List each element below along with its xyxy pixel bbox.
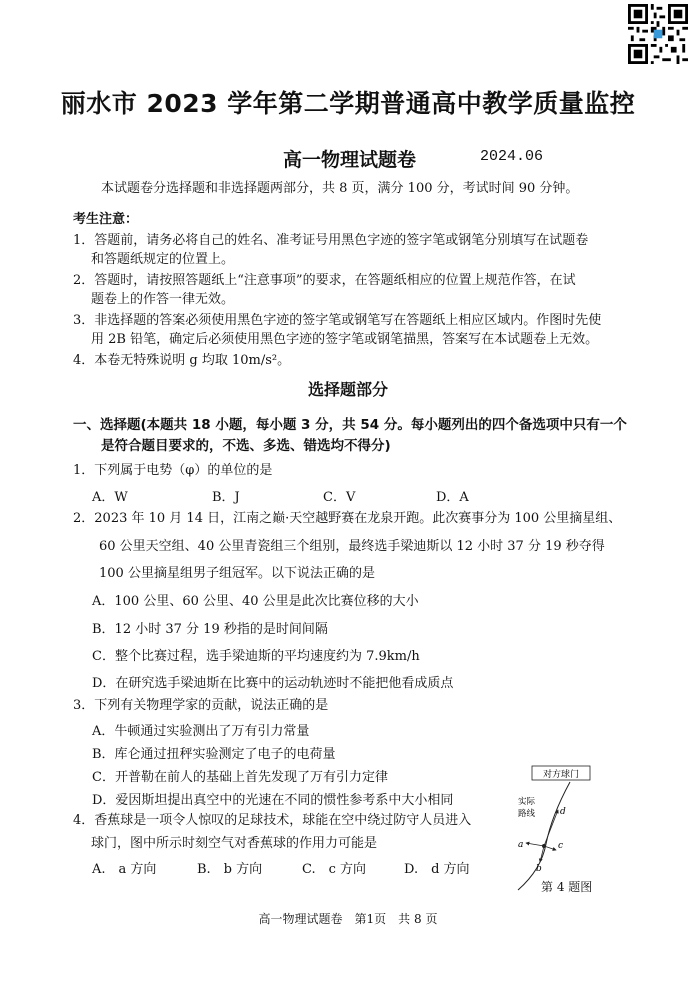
- q1-option-a: A．W: [92, 490, 128, 505]
- page-title: 丽水市 2023 学年第二学期普通高中教学质量监控: [60, 89, 636, 118]
- goal-label: 对方球门: [542, 770, 580, 780]
- arrow-d: [544, 810, 558, 846]
- notice-item: 2．答题时，请按照答题纸上“注意事项”的要求，在答题纸相应的位置上规范作答，在试: [73, 273, 576, 288]
- notice-item: 1．答题前，请务必将自己的姓名、准考证号用黑色字迹的签字笔或钢笔分别填写在试题卷: [73, 233, 589, 248]
- q2-option-b: B．12 小时 37 分 19 秒指的是时间间隔: [92, 622, 328, 637]
- question-1-stem: 1．下列属于电势（φ）的单位的是: [73, 463, 273, 478]
- q3-option-a: A．牛顿通过实验测出了万有引力常量: [92, 724, 310, 739]
- q2-option-a: A．100 公里、60 公里、40 公里是此次比赛位移的大小: [92, 594, 419, 609]
- notice-heading: 考生注意：: [73, 212, 139, 227]
- label-c: c: [558, 841, 564, 851]
- q1-option-b: B．J: [212, 490, 240, 505]
- q4-option-c: C. c 方向: [302, 862, 367, 877]
- q4-option-d: D. d 方向: [404, 862, 470, 877]
- q2-option-c: C．整个比赛过程，选手梁迪斯的平均速度约为 7.9km/h: [92, 649, 420, 664]
- question-2-stem-cont: 100 公里摘星组男子组冠军。以下说法正确的是: [99, 566, 375, 581]
- q4-option-a: A. a 方向: [92, 862, 157, 877]
- exam-date: 2024.06: [480, 148, 544, 165]
- q1-option-d: D．A: [436, 490, 469, 505]
- q1-option-c: C．V: [323, 490, 356, 505]
- ball: [542, 844, 546, 848]
- path-label: 路线: [518, 809, 536, 819]
- label-b: b: [536, 864, 542, 874]
- question-2-stem: 2．2023 年 10 月 14 日，江南之巅·天空越野赛在龙泉开跑。此次赛事分为 100 公里摘星组、: [73, 511, 622, 526]
- notice-item: 3．非选择题的答案必须使用黑色字迹的签字笔或钢笔写在答题纸上相应区域内。作图时先使: [73, 313, 602, 328]
- q3-option-c: C．开普勒在前人的基础上首先发现了万有引力定律: [92, 770, 388, 785]
- notice-item: 4．本卷无特殊说明 g 均取 10m/s²。: [73, 353, 291, 368]
- intro-text: 本试题卷分选择题和非选择题两部分，共 8 页，满分 100 分，考试时间 90 分钟。: [101, 181, 579, 196]
- notice-item-cont: 用 2B 铅笔，确定后必须使用黑色字迹的签字笔或钢笔描黑，答案写在本试题卷上无效。: [91, 332, 599, 347]
- path-label: 实际: [518, 797, 536, 807]
- q2-option-d: D．在研究选手梁迪斯在比赛中的运动轨迹时不能把他看成质点: [92, 676, 454, 691]
- arrow-a: [526, 843, 544, 846]
- q4-option-b: B. b 方向: [197, 862, 263, 877]
- part-heading: 一、选择题(本题共 18 小题，每小题 3 分，共 54 分。每小题列出的四个备选项中只有一个: [73, 417, 627, 433]
- notice-item-cont: 和答题纸规定的位置上。: [91, 252, 235, 267]
- question-2-stem-cont: 60 公里天空组、40 公里青瓷组三个组别，最终选手梁迪斯以 12 小时 37 分 19 秒夺得: [99, 539, 605, 554]
- figure-caption: 第 4 题图: [541, 880, 593, 894]
- question-4-stem: 4．香蕉球是一项令人惊叹的足球技术，球能在空中绕过防守人员进入: [73, 813, 472, 828]
- question-3-stem: 3．下列有关物理学家的贡献，说法正确的是: [73, 698, 329, 713]
- exam-subtitle: 高一物理试题卷: [283, 149, 417, 171]
- qr-code: [628, 4, 688, 64]
- label-d: d: [560, 807, 566, 817]
- notice-item-cont: 题卷上的作答一律无效。: [91, 292, 235, 307]
- question-4-figure: [508, 764, 618, 894]
- q3-option-d: D．爱因斯坦提出真空中的光速在不同的惯性参考系中大小相同: [92, 793, 454, 808]
- label-a: a: [518, 840, 524, 850]
- part-heading-cont: 是符合题目要求的，不选、多选、错选均不得分): [101, 438, 391, 454]
- question-4-stem-cont: 球门，图中所示时刻空气对香蕉球的作用力可能是: [91, 836, 378, 851]
- page-footer: 高一物理试题卷 第1页 共 8 页: [258, 912, 438, 926]
- q3-option-b: B．库仑通过扭秤实验测定了电子的电荷量: [92, 747, 336, 762]
- section-title: 选择题部分: [307, 380, 388, 399]
